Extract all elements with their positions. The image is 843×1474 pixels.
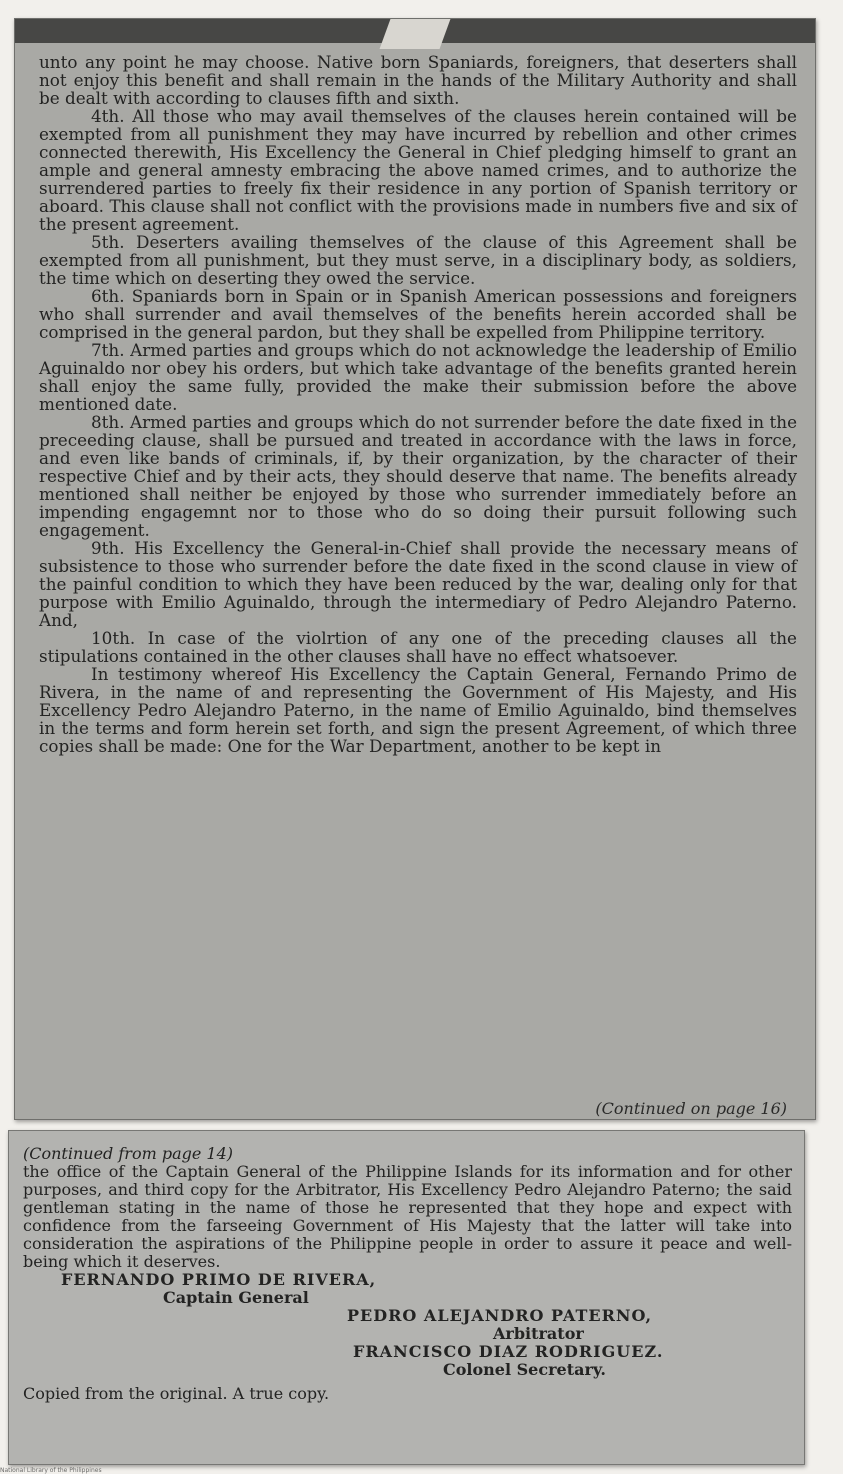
tear-mark — [380, 19, 451, 49]
paragraph-testimony: In testimony whereof His Excellency the Captain General, Fernando Primo de Rivera, in the name of and representing the Government of His Majesty, and His Excellency Pedro Alejandro Paterno, in the name of Emilio Aguinaldo, bind themselves in the terms and form herein set forth, and sign the present Agreement, of which three copies shall be made: One for the War Department, another to be kept in — [39, 664, 797, 756]
top-newspaper-clipping — [14, 18, 816, 1120]
signature-title-arbitrator: Arbitrator — [493, 1324, 584, 1343]
signature-name-primo-de-rivera: FERNANDO PRIMO DE RIVERA, — [61, 1270, 377, 1289]
paragraph-clause-6: 6th. Spaniards born in Spain or in Spanish American possessions and foreigners who shall surrender and avail themselves of the benefits herein accorded shall be comprised in the general pardon, but they shall be expelled from Philippine territory. — [39, 286, 797, 342]
paragraph-clause-4: 4th. All those who may avail themselves of the clauses herein contained will be exempted from all punishment they may have incurred by rebellion and other crimes connected therewith, His Excellency the General in Chief pledging himself to grant an ample and general amnesty embracing the above named crimes, and to authorize the surrendered parties to freely fix their residence in any portion of Spanish territory or aboard. This clause shall not conflict with the provisions made in numbers five and six of the present agreement. — [39, 106, 797, 234]
signature-name-paterno: PEDRO ALEJANDRO PATERNO, — [347, 1306, 653, 1325]
attestation-line: Copied from the original. A true copy. — [23, 1384, 330, 1403]
paragraph-opening: unto any point he may choose. Native born Spaniards, foreigners, that deserters shall not enjoy this benefit and shall remain in the hands of the Military Authority and shall be dealt with according to clauses fifth and sixth. — [39, 52, 797, 108]
signature-title-colonel-secretary: Colonel Secretary. — [443, 1360, 606, 1379]
paragraph-closing: the office of the Captain General of the Philippine Islands for its information and for other purposes, and third copy for the Arbitrator, His Excellency Pedro Alejandro Paterno; the said gentleman stating in the name of those he represented that they hope and expect with confidence from the farseeing Government of His Majesty that the latter will take into consideration the aspirations of the Philippine people in order to assure it peace and well-being which it deserves. — [23, 1162, 792, 1271]
paragraph-clause-5: 5th. Deserters availing themselves of the clause of this Agreement shall be exempted from all punishment, but they must serve, in a disciplinary body, as soldiers, the time which on deserting they owed the service. — [39, 232, 797, 288]
paragraph-clause-10: 10th. In case of the violrtion of any one of the preceding clauses all the stipulations contained in the other clauses shall have no effect whatsoever. — [39, 628, 797, 666]
library-credit: National Library of the Philippines — [0, 1467, 102, 1474]
paragraph-clause-8: 8th. Armed parties and groups which do not surrender before the date fixed in the preceeding clause, shall be pursued and treated in accordance with the laws in force, and even like bands of criminals, if, by their organization, by the character of their respective Chief and by their acts, they should deserve that name. The benefits already mentioned shall neither be enjoyed by those who surrender immediately before an impending engagemnt nor to those who do so doing their pursuit following such engagement. — [39, 412, 797, 540]
agreement-text-top — [39, 53, 797, 755]
agreement-text-bottom — [23, 1145, 792, 1403]
paragraph-clause-9: 9th. His Excellency the General-in-Chief shall provide the necessary means of subsistence to those who surrender before the date fixed in the scond clause in view of the painful condition to which they have been reduced by the war, dealing only for that purpose with Emilio Aguinaldo, through the intermediary of Pedro Alejandro Paterno. And, — [39, 538, 797, 630]
signature-title-captain-general: Captain General — [163, 1288, 309, 1307]
paragraph-clause-7: 7th. Armed parties and groups which do not acknowledge the leadership of Emilio Aguinaldo nor obey his orders, but which take advantage of the benefits granted herein shall enjoy the same fully, provided the make their submission before the above mentioned date. — [39, 340, 797, 414]
bottom-newspaper-clipping — [8, 1130, 805, 1465]
signature-name-diaz-rodriguez: FRANCISCO DIAZ RODRIGUEZ. — [353, 1342, 664, 1361]
continued-on-note: (Continued on page 16) — [595, 1099, 787, 1118]
continued-from-note: (Continued from page 14) — [23, 1144, 234, 1163]
